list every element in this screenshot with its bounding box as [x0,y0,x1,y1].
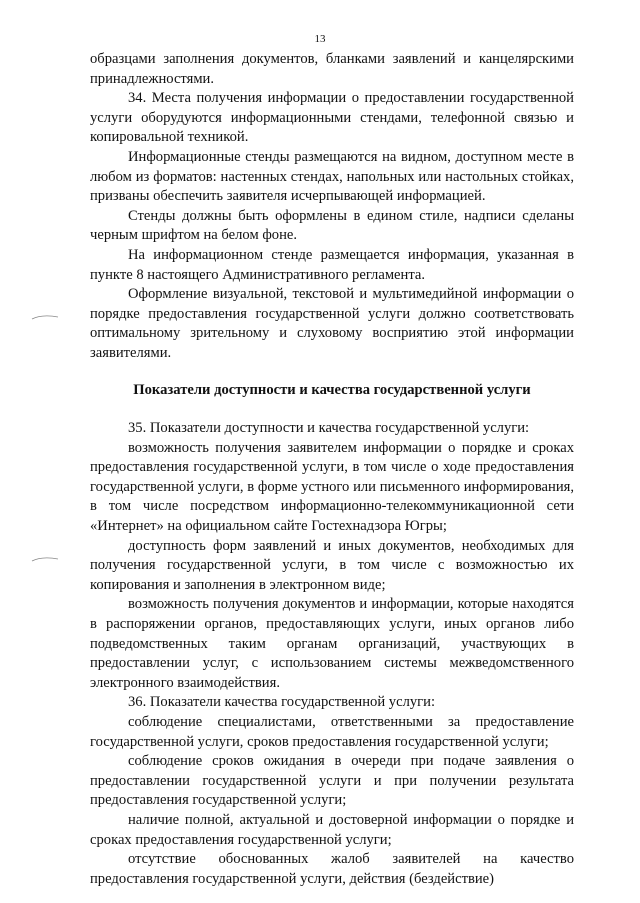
scan-artifact-mark [30,314,60,320]
paragraph: 34. Места получения информации о предоставлении государственной услуги оборудуются информационными стендами, телефонной связью и копировальной техникой. [90,90,574,146]
paragraph: Оформление визуальной, текстовой и мультимедийной информации о порядке предоставления государственной услуги должно соответствовать оптимальному зрительному и слуховому восприятию этой информации заявителями. [90,286,574,361]
section-heading: Показатели доступности и качества государственной услуги [133,381,531,398]
paragraph: возможность получения заявителем информации о порядке и сроках предоставления государственной услуги, в том числе о ходе предоставления государственной услуги, в форме устного или письменного информирования, в том числе посредством информационно-телекоммуникационной сети «Интернет» на официальном сайте Гостехнадзора Югры; [90,439,574,535]
paragraph: Стенды должны быть оформлены в едином стиле, надписи сделаны черным шрифтом на белом фоне. [90,207,574,244]
scan-artifact-mark [30,556,60,562]
paragraph: соблюдение специалистами, ответственными за предоставление государственной услуги, сроков предоставления государственной услуги; [90,714,574,750]
paragraph: Информационные стенды размещаются на видном, доступном месте в любом из форматов: настенных стендах, напольных или настольных стойках, призваны обеспечить заявителя исчерпывающей информацией. [90,148,574,205]
document-body [90,50,574,889]
paragraph: отсутствие обоснованных жалоб заявителей на качество предоставления государственной услуги, действия (бездействие) [90,851,574,887]
paragraph: 35. Показатели доступности и качества государственной услуги: [128,420,530,437]
paragraph: возможность получения документов и информации, которые находятся в распоряжении органов, предоставляющих услуги, иных органов либо подведомственных таким органам организаций, участвующих в предоставлении услуг, с использованием системы межведомственного электронного взаимодействия. [90,596,574,691]
paragraph: соблюдение сроков ожидания в очереди при подаче заявления о предоставлении государственной услуги и при получении результата предоставления государственной услуги; [90,753,574,809]
paragraph: наличие полной, актуальной и достоверной информации о порядке и сроках предоставления государственной услуги; [90,811,574,848]
page-number: 13 [314,33,326,45]
paragraph: На информационном стенде размещается информация, указанная в пункте 8 настоящего Административного регламента. [90,246,574,283]
paragraph: 36. Показатели качества государственной услуги: [128,694,436,711]
paragraph: образцами заполнения документов, бланками заявлений и канцелярскими принадлежностями. [90,51,574,87]
paragraph: доступность форм заявлений и иных документов, необходимых для получения государственной услуги, в том числе с возможностью их копирования и заполнения в электронном виде; [90,537,574,593]
